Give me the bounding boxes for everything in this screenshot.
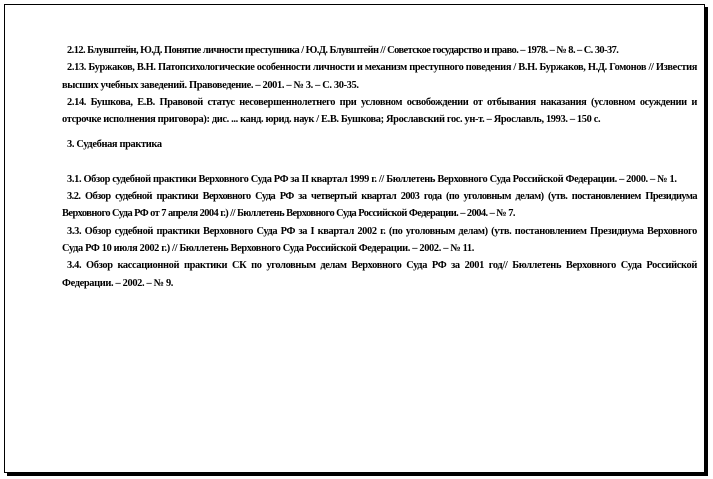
bibliography-entry <box>62 94 697 129</box>
entry-number: 3.2. <box>67 191 81 203</box>
entry-number: 2.12. <box>67 45 86 56</box>
entry-number: 3.4. <box>67 260 82 272</box>
entry-number: 3.1. <box>67 173 82 185</box>
entry-text: Бушкова, Е.В. Правовой статус несовершеннолетнего при условном освобождении от отбывания наказания (условном осуждении и отсрочке исполнения приговора): дис. ... канд. юрид. наук / Е.В. Бушкова; Ярославский гос. ун-т. – Ярославль, 1993. – 150 с. <box>62 96 697 126</box>
entry-text: Обзор судебной практики Верховного Суда РФ за I квартал 2002 г. (по уголовным делам) (утв. постановлением Президиума Верховного Суда РФ 10 июля 2002 г.) // Бюллетень Верховного Суда Российской Федерации. – 2002. – № 11. <box>62 225 698 254</box>
bibliography-entry <box>62 257 697 292</box>
entry-text: Буржаков, В.Н. Патопсихологические особенности личности и механизм преступного поведения / В.Н. Буржаков, Н.Д. Гомонов // Известия высших учебных заведений. Правоведение. – 2001. – № 3. – С. 30-35. <box>62 62 697 91</box>
entry-text: Блувштейн, Ю.Д. Понятие личности преступника / Ю.Д. Блувштейн // Советское государство и право. – 1978. – № 8. – С. 30-37. <box>87 45 619 56</box>
document-frame <box>4 4 705 473</box>
document-body <box>62 42 697 292</box>
bibliography-entry <box>62 223 697 258</box>
entry-number: 3.3. <box>67 225 82 237</box>
entry-text: Обзор судебной практики Верховного Суда РФ за II квартал 1999 г. // Бюллетень Верховного Суда Российской Федерации. – 2000. – № 1. <box>83 173 677 185</box>
bibliography-entry <box>62 59 697 94</box>
section-heading: 3. Судебная практика <box>67 139 162 151</box>
bibliography-entry <box>62 171 697 188</box>
bibliography-entry <box>62 42 697 59</box>
entry-text: Обзор кассационной практики СК по уголовным делам Верховного Суда РФ за 2001 год// Бюллетень Верховного Суда Российской Федерации. – 2002. – № 9. <box>62 260 698 289</box>
entry-number: 2.14. <box>67 96 87 108</box>
entry-text: Обзор судебной практики Верховного Суда РФ за четвертый квартал 2003 года (по уголовным делам) (утв. постановлением Президиума Верховного Суда РФ от 7 апреля 2004 г.) // Бюллетень Верховного Суда Российской Федерации. – 2004. – № 7. <box>62 191 697 220</box>
bibliography-entry <box>62 188 697 223</box>
entry-number: 2.13. <box>67 62 87 74</box>
